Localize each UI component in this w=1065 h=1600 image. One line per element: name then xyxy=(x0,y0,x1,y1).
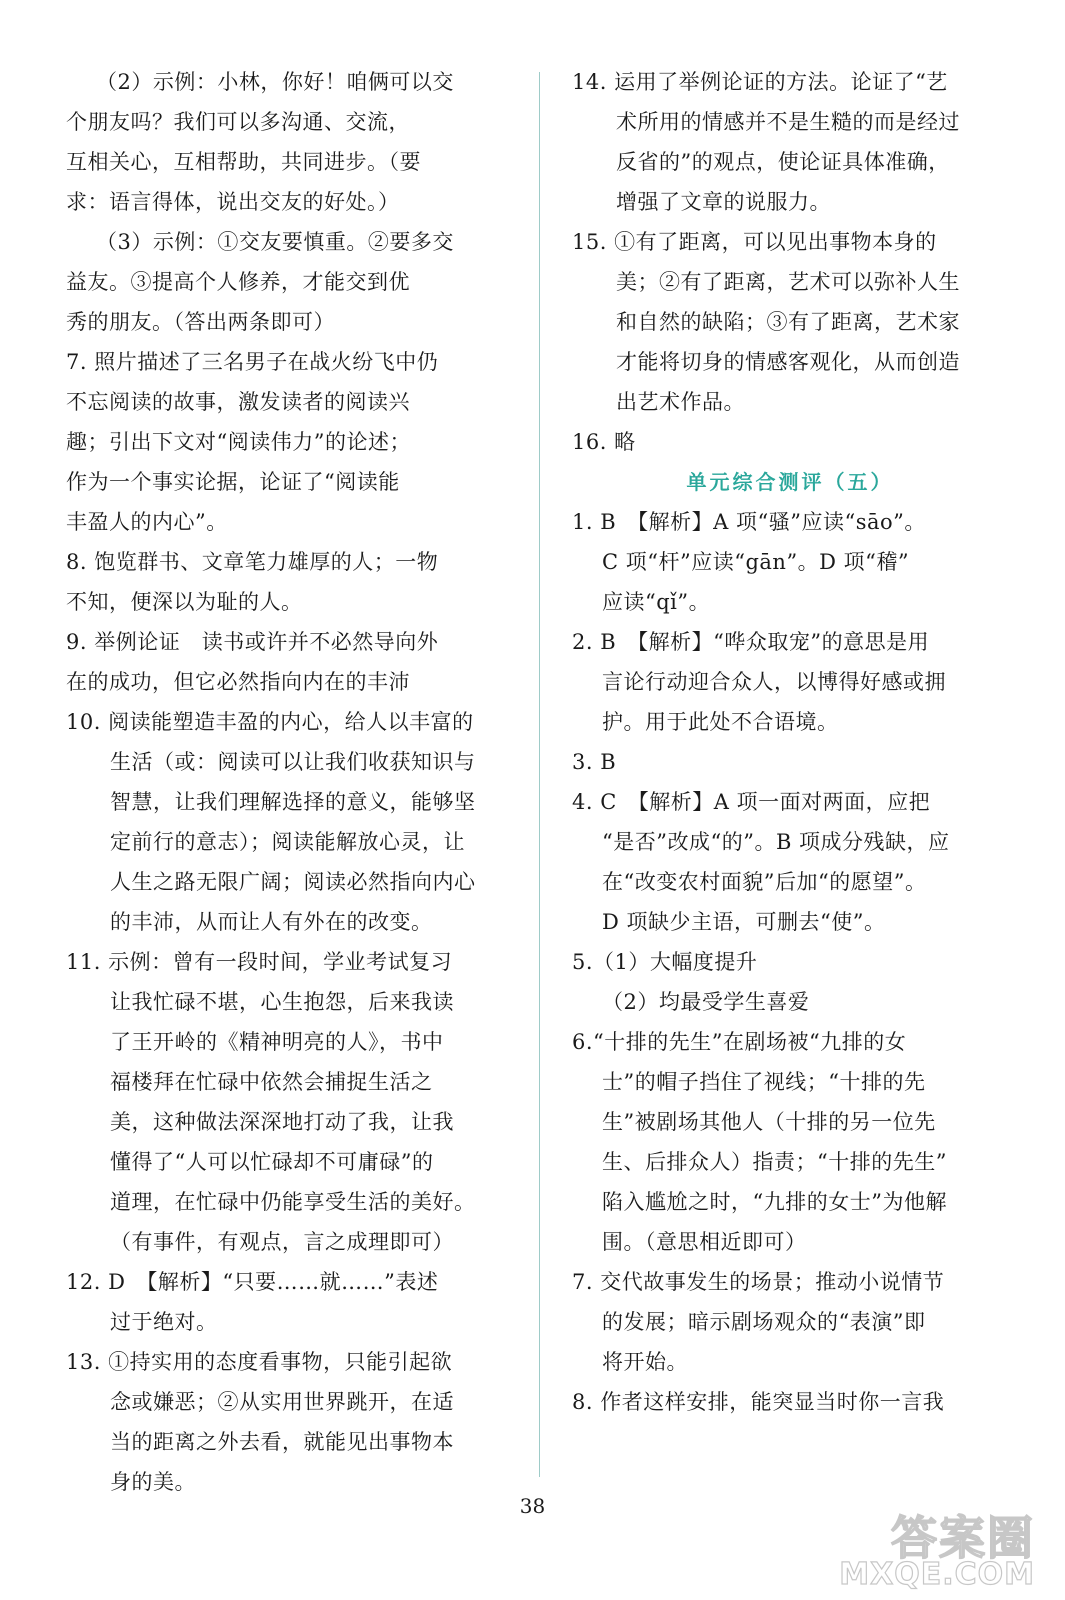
answer-line: 护。用于此处不合语境。 xyxy=(602,710,839,734)
answer-line: 定前行的意志）；阅读能解放心灵，让 xyxy=(110,830,465,854)
answer-line: 丰盈人的内心”。 xyxy=(66,510,228,534)
answer-line: （2）示例：小林，你好！咱俩可以交 xyxy=(96,70,454,94)
answer-line: 将开始。 xyxy=(602,1350,688,1374)
watermark-url: MXQE.COM xyxy=(839,1557,1035,1592)
answer-line: 陷入尴尬之时，“九排的女士”为他解 xyxy=(602,1190,947,1214)
answer-line: 3. B xyxy=(572,750,617,774)
answer-line: 生活（或：阅读可以让我们收获知识与 xyxy=(110,750,476,774)
answer-line: 16. 略 xyxy=(572,430,636,454)
watermark-logo xyxy=(839,1502,1039,1594)
answer-line: 当的距离之外去看，就能见出事物本 xyxy=(110,1430,454,1454)
answer-line: 10. 阅读能塑造丰盈的内心，给人以丰富的 xyxy=(66,710,474,734)
answer-line: 不知，便深以为耻的人。 xyxy=(66,590,303,614)
answer-line: 人生之路无限广阔；阅读必然指向内心 xyxy=(110,870,476,894)
answer-line: 14. 运用了举例论证的方法。论证了“艺 xyxy=(572,70,948,94)
answer-line: 不忘阅读的故事，激发读者的阅读兴 xyxy=(66,390,410,414)
answer-line: 个朋友吗？我们可以多沟通、交流， xyxy=(66,110,410,134)
answer-line: 身的美。 xyxy=(110,1470,196,1494)
left-column xyxy=(66,62,506,1502)
answer-line: 和自然的缺陷；③有了距离，艺术家 xyxy=(616,310,960,334)
answer-line: 2. B 【解析】“哗众取宠”的意思是用 xyxy=(572,630,930,654)
answer-line: 8. 饱览群书、文章笔力雄厚的人；一物 xyxy=(66,550,439,574)
answer-line: 益友。③提高个人修养，才能交到优 xyxy=(66,270,410,294)
answer-line: 了王开岭的《精神明亮的人》，书中 xyxy=(110,1030,444,1054)
answer-line: 在“改变农村面貌”后加“的愿望”。 xyxy=(602,870,927,894)
answer-line: 13. ①持实用的态度看事物，只能引起欲 xyxy=(66,1350,453,1374)
answer-line: 福楼拜在忙碌中依然会捕捉生活之 xyxy=(110,1070,433,1094)
answer-line: 趣；引出下文对“阅读伟力”的论述； xyxy=(66,430,411,454)
right-column xyxy=(572,62,1008,1422)
answer-line: 懂得了“人可以忙碌却不可庸碌”的 xyxy=(110,1150,434,1174)
answer-line: 士”的帽子挡住了视线；“十排的先 xyxy=(602,1070,926,1094)
answer-line: 围。（意思相近即可） xyxy=(602,1230,807,1254)
answer-line: 出艺术作品。 xyxy=(616,390,745,414)
answer-line: 6.“十排的先生”在剧场被“九排的女 xyxy=(572,1030,907,1054)
answer-line: D 项缺少主语，可删去“使”。 xyxy=(602,910,886,934)
answer-line: 在的成功，但它必然指向内在的丰沛 xyxy=(66,670,410,694)
answer-line: 8. 作者这样安排，能突显当时你一言我 xyxy=(572,1390,945,1414)
answer-line: 4. C 【解析】A 项一面对两面，应把 xyxy=(572,790,931,814)
answer-line: 念或嫌恶；②从实用世界跳开，在适 xyxy=(110,1390,454,1414)
page-number: 38 xyxy=(519,1494,546,1518)
answer-line: 生、后排众人）指责；“十排的先生” xyxy=(602,1150,947,1174)
answer-line: 美；②有了距离，艺术可以弥补人生 xyxy=(616,270,960,294)
answer-line: 言论行动迎合众人，以博得好感或拥 xyxy=(602,670,946,694)
answer-line: 11. 示例：曾有一段时间，学业考试复习 xyxy=(66,950,453,974)
answer-line: C 项“杆”应读“gān”。D 项“稽” xyxy=(602,550,910,574)
answer-line: 互相关心，互相帮助，共同进步。（要 xyxy=(66,150,421,174)
answer-line: 1. B 【解析】A 项“骚”应读“sāo”。 xyxy=(572,510,926,534)
answer-line: 术所用的情感并不是生糙的而是经过 xyxy=(616,110,960,134)
answer-line: 让我忙碌不堪，心生抱怨，后来我读 xyxy=(110,990,454,1014)
answer-line: 5.（1）大幅度提升 xyxy=(572,950,758,974)
answer-line: 过于绝对。 xyxy=(110,1310,218,1334)
answer-line: “是否”改成“的”。B 项成分残缺，应 xyxy=(602,830,950,854)
answer-line: 15. ①有了距离，可以见出事物本身的 xyxy=(572,230,937,254)
answer-line: 12. D 【解析】“只要……就……”表述 xyxy=(66,1270,439,1294)
watermark-text: 答案圈 xyxy=(891,1511,1035,1565)
answer-line: 秀的朋友。（答出两条即可） xyxy=(66,310,335,334)
answer-line: 的发展；暗示剧场观众的“表演”即 xyxy=(602,1310,926,1334)
answer-line: 7. 照片描述了三名男子在战火纷飞中仍 xyxy=(66,350,439,374)
answer-line: （3）示例：①交友要慎重。②要多交 xyxy=(96,230,454,254)
answer-line: 求：语言得体，说出交友的好处。） xyxy=(66,190,400,214)
answer-line: 增强了文章的说服力。 xyxy=(616,190,831,214)
answer-line: 才能将切身的情感客观化，从而创造 xyxy=(616,350,960,374)
answer-line: 反省的”的观点，使论证具体准确， xyxy=(616,150,950,174)
answer-line: 应读“qǐ”。 xyxy=(602,590,711,614)
answer-line: 生”被剧场其他人（十排的另一位先 xyxy=(602,1110,936,1134)
column-divider xyxy=(539,72,540,1477)
answer-line: 7. 交代故事发生的场景；推动小说情节 xyxy=(572,1270,945,1294)
answer-line: 智慧，让我们理解选择的意义，能够坚 xyxy=(110,790,476,814)
answer-line: （有事件，有观点，言之成理即可） xyxy=(110,1230,454,1254)
answer-line: 美，这种做法深深地打动了我，让我 xyxy=(110,1110,454,1134)
section-heading: 单元综合测评（五） xyxy=(686,470,894,494)
answer-line: 作为一个事实论据，论证了“阅读能 xyxy=(66,470,400,494)
answer-line: 9. 举例论证 读书或许并不必然导向外 xyxy=(66,630,439,654)
answer-line: 道理，在忙碌中仍能享受生活的美好。 xyxy=(110,1190,476,1214)
answer-line: （2）均最受学生喜爱 xyxy=(602,990,810,1014)
answer-line: 的丰沛，从而让人有外在的改变。 xyxy=(110,910,433,934)
